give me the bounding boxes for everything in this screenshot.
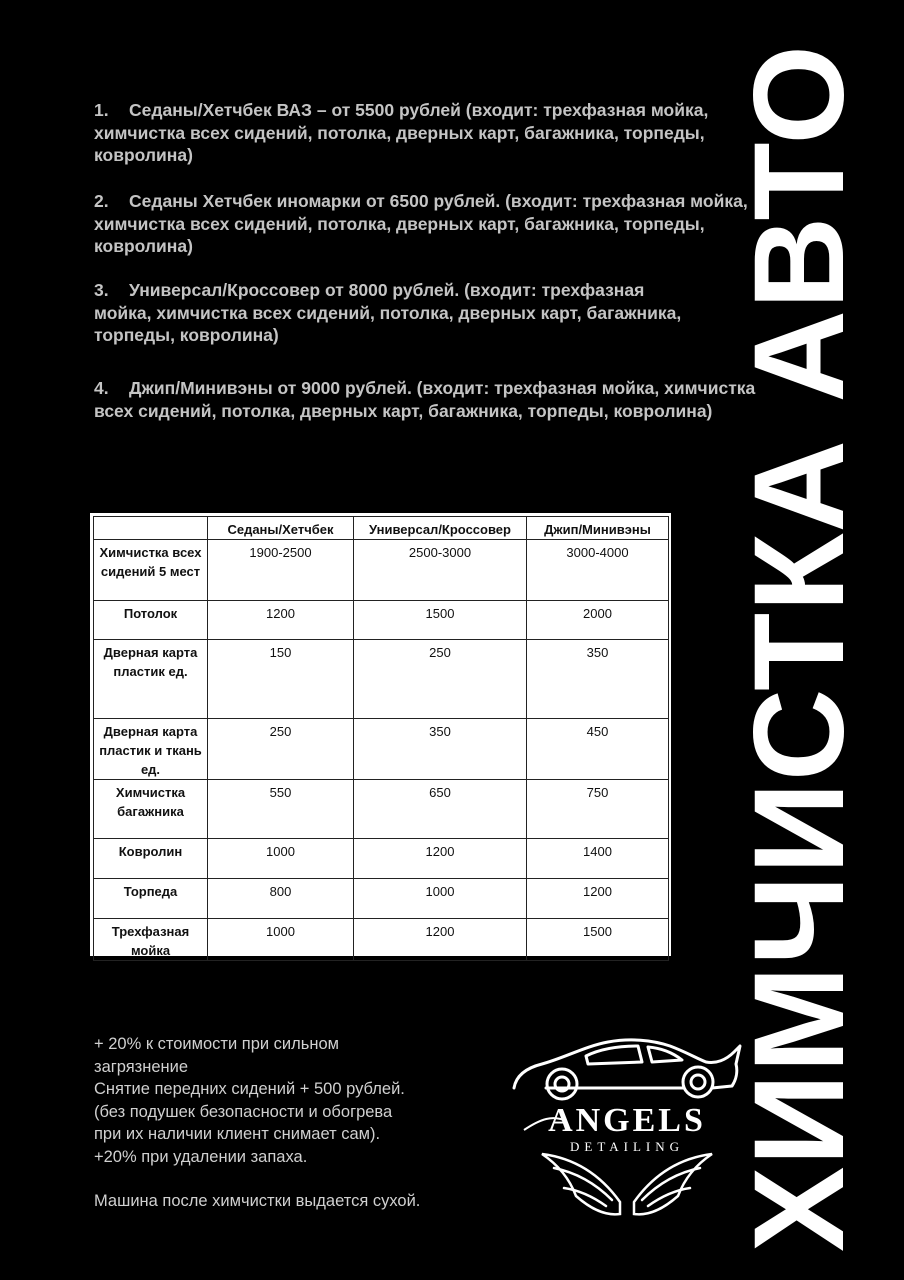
- wings-icon: [542, 1154, 712, 1214]
- table-row: [94, 601, 669, 640]
- table-cell: 250: [354, 640, 527, 719]
- list-item-2: [94, 190, 784, 258]
- table-cell: 750: [527, 780, 669, 839]
- table-cell: 350: [354, 719, 527, 780]
- price-table: [93, 516, 669, 961]
- table-cell: 1400: [527, 839, 669, 879]
- table-header-cell: Седаны/Хетчбек: [208, 517, 354, 540]
- table-row: [94, 640, 669, 719]
- row-label: Торпеда: [94, 879, 208, 919]
- price-table-container: [90, 513, 671, 956]
- table-cell: 1900-2500: [208, 540, 354, 601]
- table-cell: 250: [208, 719, 354, 780]
- note-line: Снятие передних сидений + 500 рублей.: [94, 1080, 405, 1098]
- row-label: Потолок: [94, 601, 208, 640]
- list-item-4: [94, 377, 774, 422]
- logo-brand-text: ANGELS: [548, 1102, 706, 1139]
- row-label: Химчистка всех сидений 5 мест: [94, 540, 208, 601]
- table-header-row: [94, 517, 669, 540]
- table-row: [94, 879, 669, 919]
- logo-sub-text: DETAILING: [570, 1139, 684, 1154]
- angels-detailing-logo: [502, 1034, 752, 1224]
- list-item-1: [94, 99, 784, 167]
- list-item-text: Джип/Минивэны от 9000 рублей. (входит: трехфазная мойка, химчистка всех сидений, потолка, дверных карт, багажника, торпеды, ковролина): [94, 378, 756, 421]
- row-label: Ковролин: [94, 839, 208, 879]
- table-cell: 800: [208, 879, 354, 919]
- table-cell: 1200: [527, 879, 669, 919]
- list-item-number: 2.: [94, 191, 109, 211]
- table-row: [94, 719, 669, 780]
- table-header-cell: [94, 517, 208, 540]
- list-item-number: 3.: [94, 280, 109, 300]
- table-cell: 1000: [208, 919, 354, 961]
- table-cell: 1200: [354, 919, 527, 961]
- list-item-text: Универсал/Кроссовер от 8000 рублей. (входит: трехфазная мойка, химчистка всех сидений, потолка, дверных карт, багажника, торпеды, ковролина): [94, 280, 682, 345]
- table-cell: 450: [527, 719, 669, 780]
- table-row: [94, 540, 669, 601]
- table-cell: 1500: [527, 919, 669, 961]
- table-cell: 650: [354, 780, 527, 839]
- note-line: загрязнение: [94, 1057, 189, 1076]
- list-item-number: 1.: [94, 100, 109, 120]
- table-row: [94, 780, 669, 839]
- row-label: Дверная карта пластик ед.: [94, 640, 208, 719]
- list-item-text: Седаны Хетчбек иномарки от 6500 рублей. (входит: трехфазная мойка, химчистка всех сидений, потолка, дверных карт, багажника, торпеды, ковролина): [94, 191, 748, 256]
- list-item-text: Седаны/Хетчбек ВАЗ – от 5500 рублей (входит: трехфазная мойка, химчистка всех сидений, потолка, дверных карт, багажника, торпеды, ковролина): [94, 100, 709, 165]
- table-cell: 150: [208, 640, 354, 719]
- row-label: Дверная карта пластик и ткань ед.: [94, 719, 208, 780]
- note-line: + 20% к стоимости при сильном: [94, 1035, 340, 1053]
- notes: [94, 1033, 420, 1213]
- sports-car-icon: [514, 1040, 740, 1099]
- table-cell: 1000: [208, 839, 354, 879]
- table-header-cell: Универсал/Кроссовер: [354, 517, 527, 540]
- table-cell: 350: [527, 640, 669, 719]
- row-label: Трехфазная мойка: [94, 919, 208, 961]
- note-line: (без подушек безопасности и обогрева: [94, 1102, 393, 1121]
- table-cell: 550: [208, 780, 354, 839]
- page-title-vertical: ХИМЧИСТКА АВТО: [728, 43, 871, 1253]
- table-cell: 1500: [354, 601, 527, 640]
- row-label: Химчистка багажника: [94, 780, 208, 839]
- table-cell: 1200: [354, 839, 527, 879]
- table-cell: 2500-3000: [354, 540, 527, 601]
- table-cell: 3000-4000: [527, 540, 669, 601]
- table-cell: 1200: [208, 601, 354, 640]
- list-item-number: 4.: [94, 378, 109, 398]
- table-header-cell: Джип/Минивэны: [527, 517, 669, 540]
- note-line: +20% при удалении запаха.: [94, 1147, 308, 1166]
- list-item-3: [94, 279, 694, 347]
- note-line: при их наличии клиент снимает сам).: [94, 1125, 381, 1143]
- table-cell: 1000: [354, 879, 527, 919]
- table-cell: 2000: [527, 601, 669, 640]
- table-row: [94, 919, 669, 961]
- table-row: [94, 839, 669, 879]
- note-line: Машина после химчистки выдается сухой.: [94, 1192, 421, 1210]
